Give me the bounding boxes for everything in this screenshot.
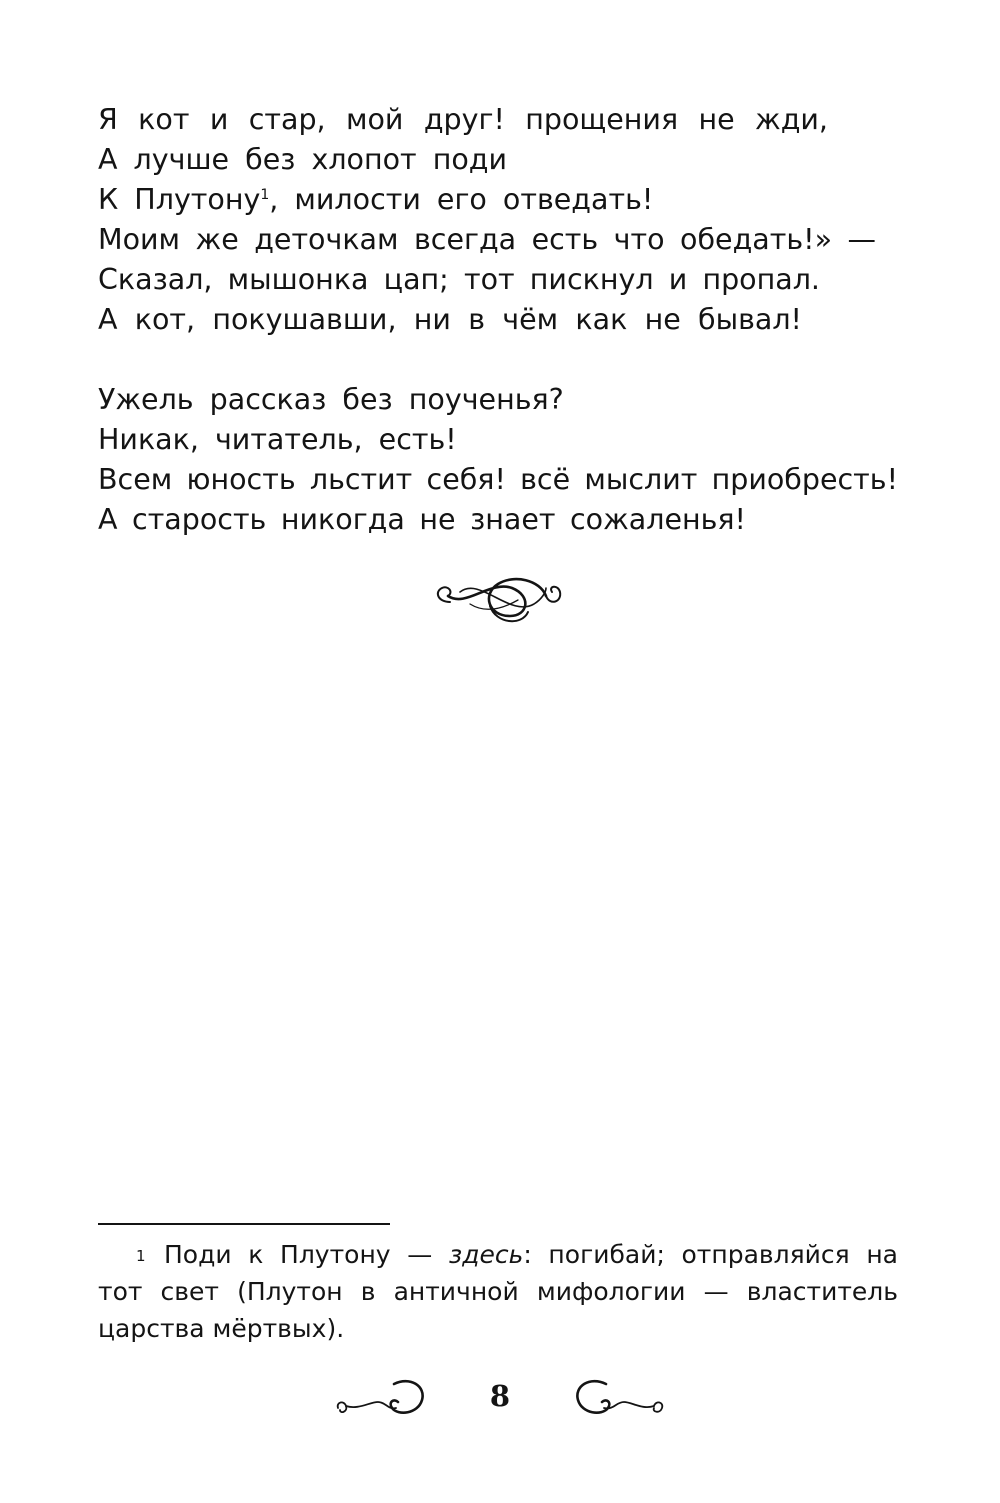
flourish-right-icon [572,1368,668,1422]
footnote-marker: 1 [136,1247,146,1265]
poem [98,100,898,540]
page-footer [0,1362,1000,1432]
page-number: 8 [489,1379,511,1413]
footnote-emphasis: здесь [448,1240,524,1269]
footnote-rule [98,1223,390,1225]
poem-line: А лучше без хлопот поди [98,143,508,176]
footnote-term: Поди к Плутону — [164,1240,433,1269]
footnote-text: : погибай; отправляйся на [523,1240,898,1269]
poem-line-text: К Плутону [98,183,261,216]
footnote-ref: 1 [260,187,270,203]
poem-line-text: , милости его отведать! [269,183,654,216]
stanza-1 [98,100,898,340]
poem-line: А старость никогда не знает сожаленья! [98,503,746,536]
poem-line [98,180,898,220]
poem-line: Ужель рассказ без поученья? [98,383,564,416]
stanza-2 [98,380,898,540]
poem-line: Сказал, мышонка цап; тот пискнул и пропал. [98,263,820,296]
footnote [98,1236,898,1347]
footnote-line: тот свет (Плутон в античной мифологии — властитель [98,1277,898,1306]
poem-line: Я кот и стар, мой друг! прощения не жди, [98,103,828,136]
footnote-line [98,1236,898,1273]
poem-line: А кот, покушавши, ни в чём как не бывал! [98,303,802,336]
poem-line: Моим же деточкам всегда есть что обедать!» — [98,223,876,256]
ornament-swirl-icon [430,566,566,630]
poem-line: Никак, читатель, есть! [98,423,457,456]
flourish-left-icon [332,1368,428,1422]
footnote-line: царства мёртвых). [98,1314,345,1343]
poem-line: Всем юность льстит себя! всё мыслит приобресть! [98,463,898,496]
